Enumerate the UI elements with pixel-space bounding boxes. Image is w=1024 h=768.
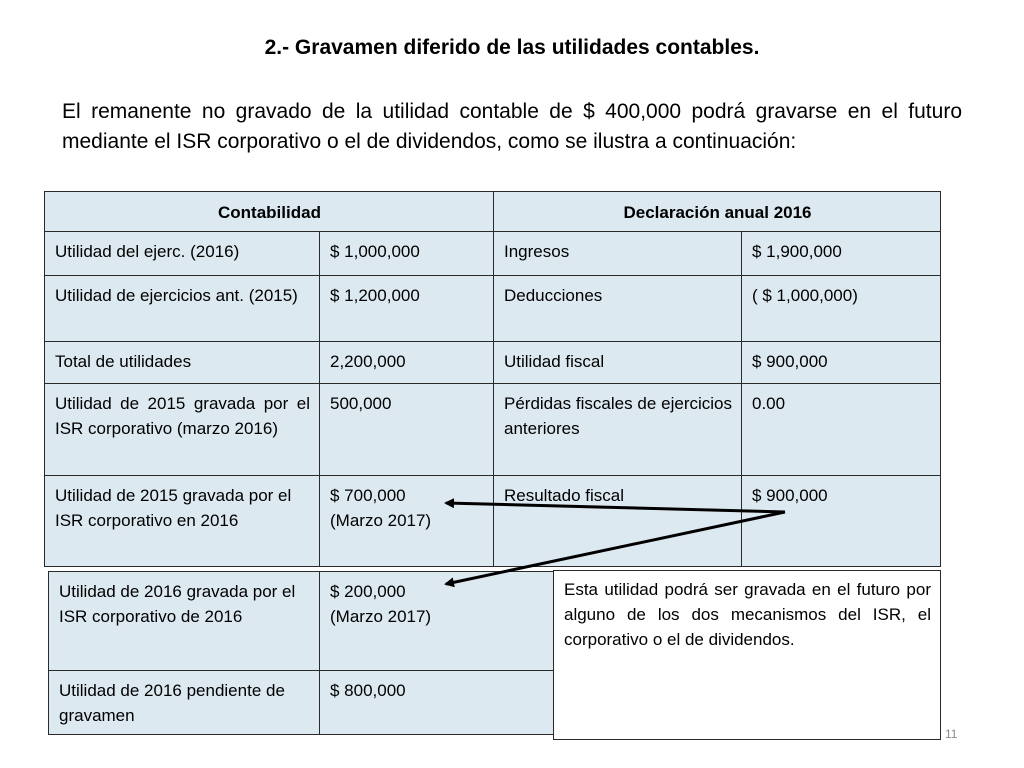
cell-r1-label: Utilidad del ejerc. (2016) xyxy=(44,231,320,276)
header-contabilidad: Contabilidad xyxy=(44,191,494,232)
header-declaracion-anual: Declaración anual 2016 xyxy=(493,191,941,232)
cell-r2-amount: $ 1,200,000 xyxy=(319,275,494,342)
intro-paragraph: El remanente no gravado de la utilidad contable de $ 400,000 podrá gravarse en el futuro mediante el ISR corporativo o el de dividendos, como se ilustra a continuación: xyxy=(62,100,962,153)
cell-r4-concept: Pérdidas fiscales de ejercicios anteriores xyxy=(493,383,742,476)
cell-r4-value: 0.00 xyxy=(741,383,941,476)
cell-r3-amount: 2,200,000 xyxy=(319,341,494,384)
cell-r4-amount: 500,000 xyxy=(319,383,494,476)
cell-r1-amount: $ 1,000,000 xyxy=(319,231,494,276)
cell-r3-label: Total de utilidades xyxy=(44,341,320,384)
lower-r2-amount: $ 800,000 xyxy=(319,670,554,735)
cell-r5-amount: $ 700,000 (Marzo 2017) xyxy=(319,475,494,567)
lower-r2-label: Utilidad de 2016 pendiente de gravamen xyxy=(48,670,320,735)
cell-r2-concept: Deducciones xyxy=(493,275,742,342)
cell-r1-concept: Ingresos xyxy=(493,231,742,276)
lower-r1-label: Utilidad de 2016 gravada por el ISR corporativo de 2016 xyxy=(48,571,320,671)
note-box: Esta utilidad podrá ser gravada en el futuro por alguno de los dos mecanismos del ISR, el corporativo o el de dividendos. xyxy=(553,570,941,740)
cell-r3-concept: Utilidad fiscal xyxy=(493,341,742,384)
cell-r5-value: $ 900,000 xyxy=(741,475,941,567)
arrow-to-700000 xyxy=(446,503,785,512)
cell-r2-value: ( $ 1,000,000) xyxy=(741,275,941,342)
cell-r3-value: $ 900,000 xyxy=(741,341,941,384)
cell-r5-label: Utilidad de 2015 gravada por el ISR corporativo en 2016 xyxy=(44,475,320,567)
cell-r2-label: Utilidad de ejercicios ant. (2015) xyxy=(44,275,320,342)
cell-r1-value: $ 1,900,000 xyxy=(741,231,941,276)
slide-title: 2.- Gravamen diferido de las utilidades contables. xyxy=(264,36,760,59)
cell-r4-label: Utilidad de 2015 gravada por el ISR corporativo (marzo 2016) xyxy=(44,383,320,476)
lower-r1-amount: $ 200,000 (Marzo 2017) xyxy=(319,571,554,671)
arrow-to-200000 xyxy=(446,512,785,584)
cell-r5-concept: Resultado fiscal xyxy=(493,475,742,567)
page-number: 11 xyxy=(945,727,958,741)
